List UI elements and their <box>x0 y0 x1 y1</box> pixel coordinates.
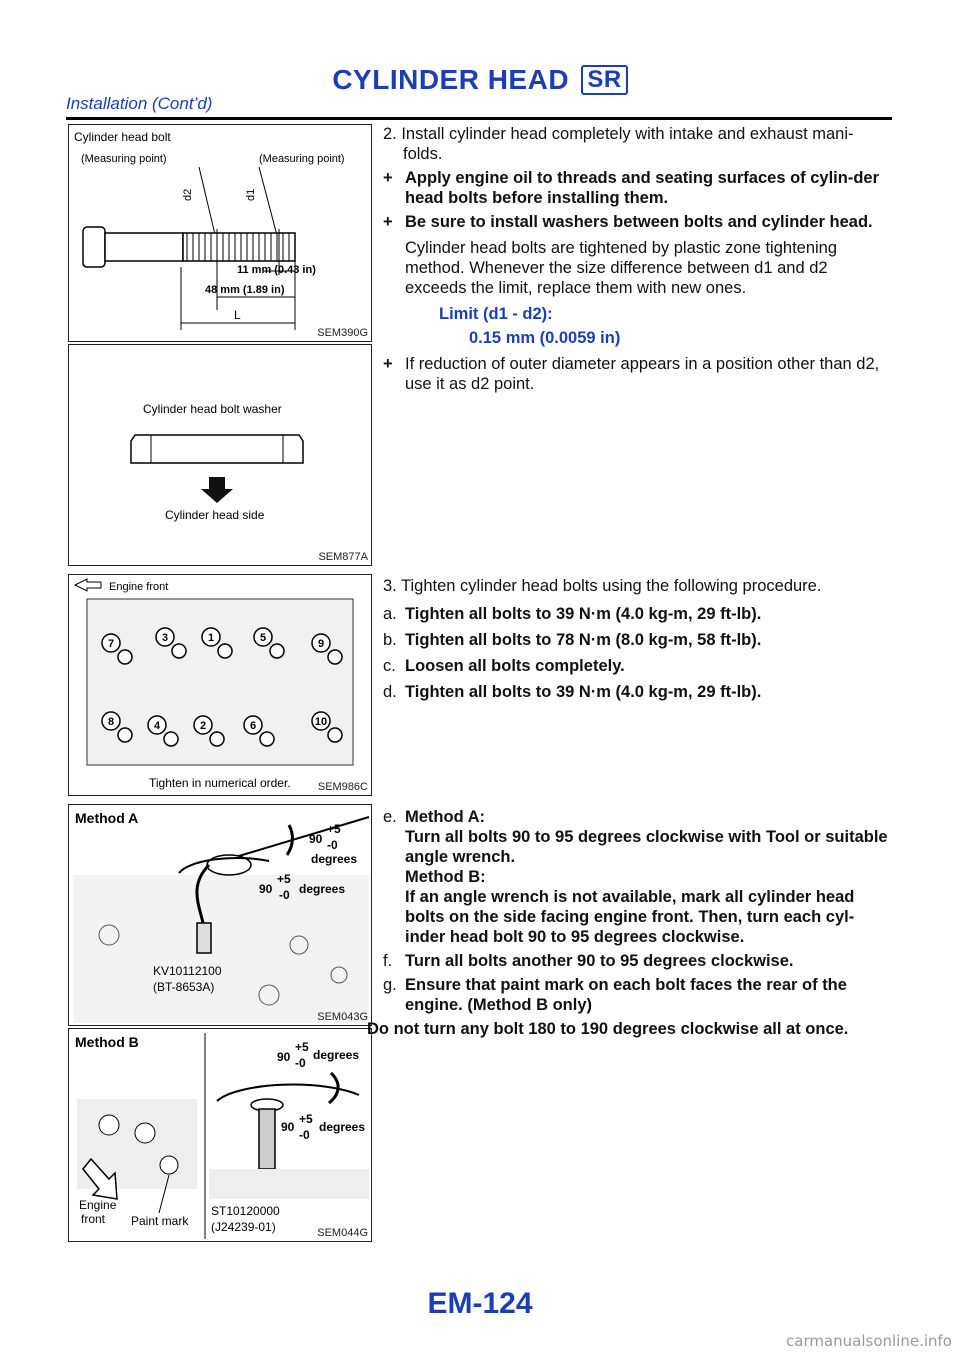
figure-method-b <box>68 1028 372 1242</box>
order-number: 1 <box>207 632 215 644</box>
fig-label: degrees <box>319 1120 366 1134</box>
bullet-text: Be sure to install washers between bolts and cylinder head. <box>405 213 873 231</box>
fig-label: L <box>234 308 241 322</box>
fig-label: Cylinder head bolt <box>74 130 171 144</box>
order-number: 6 <box>249 720 257 732</box>
fig-label: 11 mm (0.43 in) <box>237 264 316 276</box>
limit-value: 0.15 mm (0.0059 in) <box>469 329 621 347</box>
title-text: CYLINDER HEAD <box>332 64 570 95</box>
section-tighten <box>383 576 893 708</box>
down-arrow-icon <box>201 477 233 503</box>
tighten-steps <box>383 604 893 702</box>
fig-label: -0 <box>327 838 338 852</box>
front-arrow-icon <box>75 579 101 591</box>
order-number: 3 <box>161 632 169 644</box>
step-text: Tighten all bolts to 39 N·m (4.0 kg-m, 29 ft-lb). <box>405 683 762 701</box>
bullet-mark: + <box>383 355 393 373</box>
step-2-line2: folds. <box>403 145 443 163</box>
fig-label: Method B <box>75 1034 139 1050</box>
bolt-thread <box>183 233 295 261</box>
step-text: Ensure that paint mark on each bolt faces the rear of the engine. (Method B only) <box>405 976 847 1014</box>
fig-label: Paint mark <box>131 1214 189 1228</box>
method-b-diagram <box>69 1029 371 1241</box>
socket-tool <box>259 1109 275 1169</box>
engine-bg <box>73 875 369 1023</box>
washer-shape <box>131 435 303 463</box>
fig-label: (J24239-01) <box>211 1220 276 1234</box>
bolt-shank <box>105 233 183 261</box>
section-angle <box>367 807 893 1043</box>
fig-label: Engine <box>79 1198 117 1212</box>
bolt-hole <box>210 732 224 746</box>
step-item <box>383 630 893 650</box>
step-mark: g. <box>383 976 397 994</box>
step-mark: f. <box>383 952 393 970</box>
plastic-zone-note: Cylinder head bolts are tightened by plastic zone tightening method. Whenever the size difference between d1 and d2 exceeds the limit, replace them with new ones. <box>405 239 838 297</box>
order-number: 2 <box>199 720 207 732</box>
page-number: EM-124 <box>427 1287 533 1320</box>
bolt-hole <box>172 644 186 658</box>
step-text: Tighten all bolts to 39 N·m (4.0 kg-m, 29 ft-lb). <box>405 605 762 623</box>
method-a-label: Method A: <box>405 808 486 826</box>
method-b-label: Method B: <box>405 868 486 886</box>
fig-label: Cylinder head bolt washer <box>143 402 282 416</box>
step-3: 3. Tighten cylinder head bolts using the following procedure. <box>383 577 822 595</box>
page-subtitle: Installation (Cont’d) <box>66 94 213 113</box>
step-mark: a. <box>383 605 397 623</box>
fig-label: 90 <box>277 1050 291 1064</box>
fig-label: KV10112100 <box>153 964 222 978</box>
figure-id: SEM986C <box>317 781 368 793</box>
step-item <box>383 656 893 676</box>
fig-label: front <box>81 1212 106 1226</box>
fig-label: degrees <box>311 852 358 866</box>
washer-diagram <box>69 345 371 565</box>
step-e <box>383 807 893 947</box>
watermark: carmanualsonline.info <box>786 1332 952 1350</box>
bullet-mark: + <box>383 169 393 187</box>
leader-line <box>199 167 217 243</box>
figure-id: SEM043G <box>317 1011 368 1023</box>
fig-label: ST10120000 <box>211 1204 280 1218</box>
bolt <box>99 1115 119 1135</box>
bolt-head <box>83 227 105 267</box>
step-text: Turn all bolts another 90 to 95 degrees clockwise. <box>405 952 794 970</box>
step-2-line1: 2. Install cylinder head completely with intake and exhaust mani- <box>383 125 854 143</box>
tighten-order-diagram <box>69 575 371 795</box>
bullet-reduction <box>383 354 893 394</box>
fig-label: Method A <box>75 810 139 826</box>
bolt <box>135 1123 155 1143</box>
fig-label: +5 <box>295 1040 309 1054</box>
header-rule <box>66 117 892 120</box>
order-number: 7 <box>107 638 115 650</box>
engine-bg <box>209 1169 369 1199</box>
fig-label: Cylinder head side <box>165 508 265 522</box>
bolt-hole <box>164 732 178 746</box>
fig-label: -0 <box>279 888 290 902</box>
step-item <box>383 682 893 702</box>
figure-bolt-measuring <box>68 124 372 342</box>
order-number: 4 <box>153 720 161 732</box>
fig-label: (BT-8653A) <box>153 980 215 994</box>
fig-label: 48 mm (1.89 in) <box>205 284 285 296</box>
order-number: 5 <box>259 632 267 644</box>
step-mark: e. <box>383 808 397 826</box>
step-g <box>383 975 893 1015</box>
fig-label: degrees <box>299 882 346 896</box>
section-badge: SR <box>581 65 627 95</box>
bolt-hole <box>118 728 132 742</box>
order-number: 8 <box>107 716 115 728</box>
bolt-hole <box>260 732 274 746</box>
fig-label: Tighten in numerical order. <box>149 776 291 790</box>
leader-line <box>259 167 279 243</box>
fig-label: 90 <box>281 1120 295 1134</box>
angle-gauge <box>197 923 211 953</box>
figure-id: SEM390G <box>317 327 368 339</box>
method-a-diagram <box>69 805 371 1025</box>
method-b-text: If an angle wrench is not available, mark all cylinder head bolts on the side facing engine front. Then, turn each cyl-inder head bolt 90 to 95 degrees clockwise. <box>405 888 855 946</box>
fig-label: 90 <box>259 882 273 896</box>
fig-label: Engine front <box>109 581 169 593</box>
bullet-apply-oil <box>383 168 893 208</box>
step-2 <box>383 124 893 164</box>
fig-label: d2 <box>182 188 194 201</box>
fig-label: degrees <box>313 1048 360 1062</box>
fig-label: (Measuring point) <box>81 153 167 165</box>
fig-label: +5 <box>277 872 291 886</box>
limit-label: Limit (d1 - d2): <box>439 305 553 323</box>
order-number: 10 <box>314 716 328 728</box>
figure-id: SEM877A <box>318 551 368 563</box>
bolt-hole <box>328 650 342 664</box>
method-a-text: Turn all bolts 90 to 95 degrees clockwise with Tool or suitable angle wrench. <box>405 828 888 866</box>
step-mark: d. <box>383 683 397 701</box>
order-number: 9 <box>317 638 325 650</box>
bolt-diagram <box>69 125 371 341</box>
page-title <box>0 64 960 96</box>
fig-label: d1 <box>245 188 257 201</box>
step-text: Tighten all bolts to 78 N·m (8.0 kg-m, 58 ft-lb). <box>405 631 762 649</box>
fig-label: +5 <box>299 1112 313 1126</box>
fig-label: -0 <box>299 1128 310 1142</box>
bullet-text: If reduction of outer diameter appears in a position other than d2, use it as d2 point. <box>405 355 880 393</box>
bullet-washers <box>383 212 893 232</box>
fig-label: (Measuring point) <box>259 153 345 165</box>
bolt-hole <box>118 650 132 664</box>
step-mark: b. <box>383 631 397 649</box>
bolt-hole <box>328 728 342 742</box>
bolt <box>160 1156 178 1174</box>
bullet-mark: + <box>383 213 393 231</box>
figure-tighten-order <box>68 574 372 796</box>
figure-method-a <box>68 804 372 1026</box>
bullet-text: Apply engine oil to threads and seating surfaces of cylin-der head bolts before installing them. <box>405 169 880 207</box>
figure-id: SEM044G <box>317 1227 368 1239</box>
fig-label: +5 <box>327 822 341 836</box>
fig-label: 90 <box>309 832 323 846</box>
warning-text: Do not turn any bolt 180 to 190 degrees clockwise all at once. <box>367 1020 849 1038</box>
step-f <box>383 951 893 971</box>
fig-label: -0 <box>295 1056 306 1070</box>
bolt-hole <box>270 644 284 658</box>
figure-washer <box>68 344 372 566</box>
section-install <box>383 124 893 398</box>
bolt-hole <box>218 644 232 658</box>
step-text: Loosen all bolts completely. <box>405 657 625 675</box>
step-item <box>383 604 893 624</box>
step-mark: c. <box>383 657 396 675</box>
